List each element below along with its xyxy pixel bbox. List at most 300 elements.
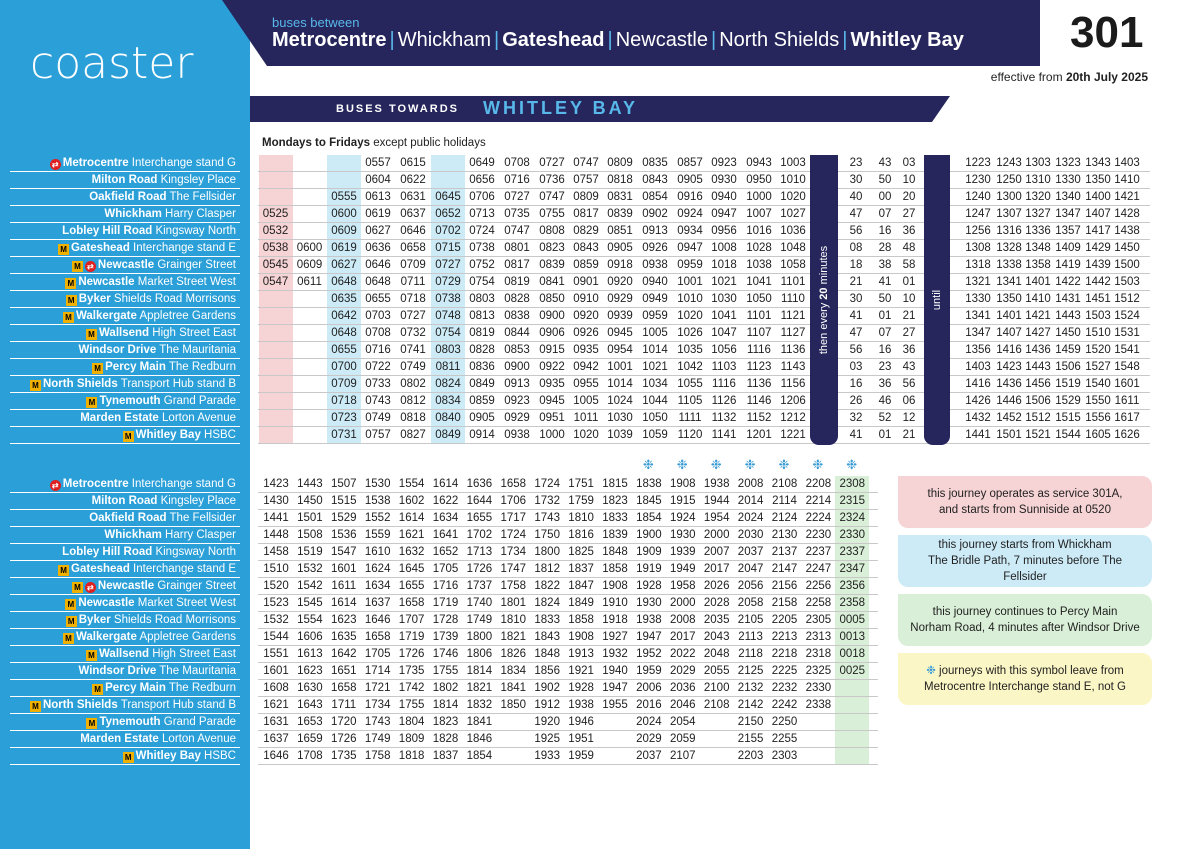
- minute-cell: 21: [902, 310, 916, 322]
- metro-icon: M: [86, 718, 97, 729]
- time-cell: 0905: [607, 242, 633, 254]
- time-cell: 1439: [1085, 259, 1111, 271]
- time-cell: 0853: [504, 344, 530, 356]
- minute-cell: 20: [902, 191, 916, 203]
- minute-cell: 41: [849, 310, 863, 322]
- time-cell: [700, 731, 734, 747]
- time-cell: 2008: [670, 614, 696, 626]
- time-cell: 2347: [835, 561, 869, 577]
- time-cell: 1524: [1114, 310, 1140, 322]
- time-cell: 0920: [607, 276, 633, 288]
- time-cell: 1910: [602, 597, 628, 609]
- time-cell: 1810: [500, 614, 527, 626]
- stop-row: [10, 393, 240, 410]
- time-cell: 0754: [431, 325, 465, 341]
- stop-place: Newcastle: [97, 580, 155, 592]
- time-cell: 1250: [996, 174, 1022, 186]
- time-cell: 0824: [431, 376, 465, 392]
- stop-place: Windsor Drive: [78, 344, 157, 356]
- time-cell: 0839: [607, 208, 633, 220]
- snowflake-icon: ❉: [812, 457, 824, 472]
- time-cell: 0636: [365, 242, 391, 254]
- table-row: [258, 714, 878, 731]
- time-cell: 1814: [466, 665, 493, 677]
- time-cell: 1003: [780, 157, 806, 169]
- minute-cell: 16: [878, 225, 892, 237]
- time-cell: 1506: [1055, 361, 1081, 373]
- time-cell: 1949: [670, 563, 696, 575]
- time-cell: 2024: [636, 716, 662, 728]
- until-band: until: [924, 155, 950, 445]
- time-cell: 1726: [398, 648, 425, 660]
- table-row: [258, 612, 878, 629]
- time-cell: 0924: [677, 208, 703, 220]
- rail-icon: ⇄: [85, 582, 96, 593]
- time-cell: 1624: [364, 563, 391, 575]
- time-cell: 0645: [431, 189, 465, 205]
- time-cell: 1823: [602, 495, 628, 507]
- time-cell: 1307: [996, 208, 1022, 220]
- time-cell: 1750: [534, 529, 560, 541]
- stop-detail: Harry Clasper: [161, 529, 236, 541]
- time-cell: 1423: [263, 478, 289, 490]
- route-separator: |: [389, 29, 395, 51]
- time-cell: 1323: [1055, 157, 1081, 169]
- stop-place: Whitley Bay: [135, 429, 201, 441]
- stop-place: Byker: [78, 293, 111, 305]
- time-cell: 1719: [432, 597, 459, 609]
- stop-row: [10, 410, 240, 427]
- stop-row: [10, 427, 240, 444]
- time-cell: 1330: [965, 293, 991, 305]
- time-cell: 0738: [431, 291, 465, 307]
- time-cell: 1132: [711, 412, 737, 424]
- time-cell: 1634: [364, 580, 391, 592]
- time-cell: 1014: [607, 378, 633, 390]
- stop-place: Wallsend: [99, 327, 150, 339]
- time-cell: 1601: [263, 665, 289, 677]
- time-cell: 0913: [642, 225, 668, 237]
- time-cell: 1713: [466, 546, 493, 558]
- minute-cell: 26: [849, 395, 863, 407]
- time-cell: 0649: [469, 157, 495, 169]
- time-cell: 0724: [469, 225, 495, 237]
- time-cell: 1000: [746, 191, 772, 203]
- time-cell: [259, 155, 293, 171]
- minute-cell: 01: [878, 429, 892, 441]
- time-cell: 2105: [737, 614, 764, 626]
- time-cell: 1005: [573, 395, 599, 407]
- time-cell: 1721: [364, 682, 391, 694]
- time-cell: 1407: [996, 327, 1022, 339]
- time-cell: 0902: [642, 208, 668, 220]
- time-cell: 2356: [835, 578, 869, 594]
- stop-place: Wallsend: [99, 648, 150, 660]
- time-cell: 1735: [398, 665, 425, 677]
- table-row: [258, 240, 1150, 257]
- time-cell: 1247: [965, 208, 991, 220]
- time-cell: 1059: [642, 429, 668, 441]
- time-cell: 1548: [1114, 361, 1140, 373]
- time-cell: 1542: [297, 580, 323, 592]
- time-cell: 0945: [539, 395, 565, 407]
- time-cell: 2016: [636, 699, 662, 711]
- time-cell: 0727: [400, 310, 426, 322]
- time-cell: 1429: [1085, 242, 1111, 254]
- time-cell: 0955: [573, 378, 599, 390]
- snowflake-icon: ❉: [676, 457, 688, 472]
- time-cell: 1634: [432, 512, 459, 524]
- time-cell: 1512: [1114, 293, 1140, 305]
- time-cell: 1631: [263, 716, 289, 728]
- time-cell: 2256: [805, 580, 832, 592]
- time-cell: 2247: [805, 563, 832, 575]
- time-cell: [259, 393, 293, 409]
- time-cell: 2150: [737, 716, 764, 728]
- time-cell: 2024: [737, 512, 764, 524]
- stop-row: [10, 206, 240, 223]
- time-cell: 1810: [568, 512, 594, 524]
- time-cell: 2037: [636, 750, 662, 762]
- time-cell: 1303: [1025, 157, 1051, 169]
- time-cell: 1348: [1025, 242, 1051, 254]
- time-cell: 1814: [432, 699, 459, 711]
- minute-cell: 30: [849, 293, 863, 305]
- time-cell: 0702: [431, 223, 465, 239]
- time-cell: 2255: [771, 733, 798, 745]
- time-cell: 1448: [263, 529, 289, 541]
- time-cell: 1944: [703, 495, 730, 507]
- table-row: [258, 206, 1150, 223]
- time-cell: [598, 748, 632, 764]
- time-cell: 1834: [500, 665, 527, 677]
- time-cell: 0619: [365, 208, 391, 220]
- table-row: [258, 325, 1150, 342]
- stop-place: Percy Main: [105, 361, 166, 373]
- time-cell: 1529: [1055, 395, 1081, 407]
- time-cell: 1902: [534, 682, 560, 694]
- stop-detail: Market Street West: [134, 276, 236, 288]
- time-cell: 1848: [602, 546, 628, 558]
- time-cell: 1547: [331, 546, 357, 558]
- time-cell: 0711: [400, 276, 426, 288]
- stop-place: Gateshead: [71, 242, 130, 254]
- table-row: [258, 308, 1150, 325]
- time-cell: 2325: [805, 665, 832, 677]
- time-cell: 0642: [327, 308, 361, 324]
- time-cell: 1419: [1055, 259, 1081, 271]
- time-cell: 1554: [398, 478, 425, 490]
- minute-cell: 47: [849, 327, 863, 339]
- time-cell: 1427: [1025, 327, 1051, 339]
- time-cell: 1136: [780, 344, 806, 356]
- route-separator: |: [842, 29, 848, 51]
- time-cell: 1643: [297, 699, 323, 711]
- time-cell: 2100: [703, 682, 730, 694]
- time-cell: 1858: [568, 614, 594, 626]
- time-cell: 0801: [504, 242, 530, 254]
- time-cell: 1506: [1025, 395, 1051, 407]
- stop-row: [10, 223, 240, 240]
- time-cell: 1410: [1114, 174, 1140, 186]
- stop-detail: Interchange stand E: [129, 242, 236, 254]
- stop-place: Metrocentre: [62, 478, 129, 490]
- days-label: Mondays to Fridays except public holidays: [262, 137, 486, 149]
- time-cell: 1039: [607, 429, 633, 441]
- time-cell: 0709: [327, 376, 361, 392]
- time-cell: 1755: [398, 699, 425, 711]
- time-cell: 1428: [1114, 208, 1140, 220]
- table-row: [258, 527, 878, 544]
- time-cell: 0727: [539, 157, 565, 169]
- metro-icon: M: [66, 616, 77, 627]
- time-cell: 0817: [573, 208, 599, 220]
- time-cell: 1848: [534, 648, 560, 660]
- time-cell: 1554: [297, 614, 323, 626]
- time-cell: 0609: [296, 259, 323, 271]
- time-cell: 1127: [780, 327, 806, 339]
- time-cell: 2124: [771, 512, 798, 524]
- metro-icon: M: [63, 312, 74, 323]
- time-cell: 1605: [1085, 429, 1111, 441]
- time-cell: 0716: [365, 344, 391, 356]
- snowflake-icon: ❉: [744, 457, 756, 472]
- snowflake-icon: ❉: [926, 665, 936, 677]
- time-cell: 2055: [703, 665, 730, 677]
- time-cell: 1041: [746, 276, 772, 288]
- time-cell: 1430: [263, 495, 289, 507]
- time-cell: 1010: [780, 174, 806, 186]
- time-cell: 0708: [365, 327, 391, 339]
- time-cell: 0733: [365, 378, 391, 390]
- time-cell: 1908: [568, 631, 594, 643]
- rail-icon: ⇄: [85, 261, 96, 272]
- time-cell: [259, 427, 293, 443]
- time-cell: 1005: [642, 327, 668, 339]
- time-cell: 1320: [1025, 191, 1051, 203]
- time-cell: 0922: [539, 361, 565, 373]
- time-cell: 0802: [400, 378, 426, 390]
- time-cell: 0854: [642, 191, 668, 203]
- time-cell: 1510: [263, 563, 289, 575]
- time-cell: 0938: [504, 429, 530, 441]
- time-cell: 1316: [996, 225, 1022, 237]
- time-cell: 1800: [534, 546, 560, 558]
- time-cell: [598, 714, 632, 730]
- time-cell: 0947: [677, 242, 703, 254]
- time-cell: 1156: [780, 378, 806, 390]
- time-cell: 1450: [1114, 242, 1140, 254]
- stop-detail: Grainger Street: [154, 580, 236, 592]
- time-cell: 1510: [1085, 327, 1111, 339]
- stop-row: [10, 308, 240, 325]
- time-cell: [259, 359, 293, 375]
- time-cell: 1850: [500, 699, 527, 711]
- time-cell: 0926: [642, 242, 668, 254]
- time-cell: 1010: [677, 293, 703, 305]
- time-cell: 1452: [996, 412, 1022, 424]
- stop-place: Whitley Bay: [135, 750, 201, 762]
- minute-cell: 06: [902, 395, 916, 407]
- time-cell: 1438: [1114, 225, 1140, 237]
- time-cell: 1416: [996, 344, 1022, 356]
- time-cell: 1126: [711, 395, 737, 407]
- time-cell: 1123: [746, 361, 772, 373]
- stop-detail: Harry Clasper: [161, 208, 236, 220]
- time-cell: 1938: [568, 699, 594, 711]
- time-cell: 0731: [327, 427, 361, 443]
- snowflake-icon: ❉: [846, 457, 858, 472]
- time-cell: 1946: [568, 716, 594, 728]
- time-cell: 0736: [539, 174, 565, 186]
- time-cell: 0005: [835, 612, 869, 628]
- time-cell: 1837: [568, 563, 594, 575]
- minute-cell: 30: [849, 174, 863, 186]
- time-cell: 2324: [835, 510, 869, 526]
- route-place: Metrocentre: [272, 29, 387, 51]
- time-cell: 0859: [573, 259, 599, 271]
- time-cell: 0949: [642, 293, 668, 305]
- time-cell: 1845: [636, 495, 662, 507]
- minute-cell: 18: [849, 259, 863, 271]
- time-cell: 1544: [263, 631, 289, 643]
- time-cell: 1854: [466, 750, 493, 762]
- time-cell: 1559: [364, 529, 391, 541]
- time-cell: 1050: [746, 293, 772, 305]
- time-cell: [293, 308, 327, 324]
- time-cell: 1818: [398, 750, 425, 762]
- time-cell: 1959: [636, 665, 662, 677]
- stop-names-top: [10, 155, 240, 444]
- time-cell: 2058: [737, 597, 764, 609]
- minute-cell: 16: [849, 378, 863, 390]
- stop-detail: Interchange stand E: [129, 563, 236, 575]
- time-cell: 1847: [568, 580, 594, 592]
- stop-place: Whickham: [104, 208, 162, 220]
- time-cell: 1016: [746, 225, 772, 237]
- time-cell: 0706: [469, 191, 495, 203]
- time-cell: [496, 731, 530, 747]
- table-row: [258, 510, 878, 527]
- time-cell: 1410: [1025, 293, 1051, 305]
- time-cell: 1928: [568, 682, 594, 694]
- time-cell: 2108: [771, 478, 798, 490]
- table-row: [258, 257, 1150, 274]
- time-cell: 1614: [398, 512, 425, 524]
- stop-row: [10, 376, 240, 393]
- time-cell: 0557: [365, 157, 391, 169]
- time-cell: 1601: [1114, 378, 1140, 390]
- stop-detail: Grand Parade: [160, 395, 236, 407]
- time-cell: 1918: [602, 614, 628, 626]
- direction-label: BUSES TOWARDS: [336, 103, 459, 115]
- key-blue: this journey starts from Whickham The Bridle Path, 7 minutes before The Fellsider: [898, 535, 1152, 587]
- time-cell: 0613: [365, 191, 391, 203]
- stop-row: [10, 714, 240, 731]
- time-cell: 1705: [364, 648, 391, 660]
- time-cell: 1726: [466, 563, 493, 575]
- time-cell: 1930: [670, 529, 696, 541]
- time-cell: 2205: [771, 614, 798, 626]
- route-places: [272, 29, 964, 52]
- time-cell: 1409: [1055, 242, 1081, 254]
- time-cell: 1742: [398, 682, 425, 694]
- time-cell: [835, 714, 869, 730]
- time-cell: 0959: [642, 310, 668, 322]
- time-cell: 1920: [534, 716, 560, 728]
- stop-row: [10, 359, 240, 376]
- metro-icon: M: [65, 278, 76, 289]
- route-place: Gateshead: [502, 29, 605, 51]
- time-cell: 1939: [670, 546, 696, 558]
- time-cell: 2158: [771, 597, 798, 609]
- table-row: [258, 291, 1150, 308]
- stop-detail: HSBC: [200, 750, 236, 762]
- table-row: [258, 223, 1150, 240]
- time-cell: 1206: [780, 395, 806, 407]
- time-cell: 1256: [965, 225, 991, 237]
- time-cell: 2035: [703, 614, 730, 626]
- time-cell: 0622: [400, 174, 426, 186]
- time-cell: 1011: [573, 412, 599, 424]
- stop-row: [10, 493, 240, 510]
- time-cell: 0840: [431, 410, 465, 426]
- time-cell: 2330: [805, 682, 832, 694]
- stop-place: Lobley Hill Road: [62, 225, 153, 237]
- time-cell: 1028: [746, 242, 772, 254]
- time-cell: 2054: [670, 716, 696, 728]
- header-subtitle: buses between: [272, 15, 360, 30]
- time-cell: 1623: [331, 614, 357, 626]
- time-cell: 1908: [602, 580, 628, 592]
- time-cell: 1724: [534, 478, 560, 490]
- time-cell: 1356: [965, 344, 991, 356]
- time-cell: 2125: [737, 665, 764, 677]
- time-cell: 1751: [568, 478, 594, 490]
- stop-detail: Shields Road Morrisons: [110, 293, 236, 305]
- time-cell: 1601: [331, 563, 357, 575]
- time-cell: 0834: [431, 393, 465, 409]
- time-cell: 1938: [703, 478, 730, 490]
- time-cell: 0926: [573, 327, 599, 339]
- minute-cell: 28: [878, 242, 892, 254]
- time-cell: [327, 172, 361, 188]
- time-cell: 1441: [263, 512, 289, 524]
- time-cell: 1021: [711, 276, 737, 288]
- time-cell: 1653: [297, 716, 323, 728]
- time-cell: [259, 172, 293, 188]
- snowflake-icon: ❉: [642, 457, 654, 472]
- time-cell: 0600: [296, 242, 323, 254]
- stop-place: Newcastle: [78, 276, 135, 288]
- stop-detail: The Redburn: [165, 682, 236, 694]
- time-cell: 1143: [780, 361, 806, 373]
- time-cell: 1635: [331, 631, 357, 643]
- time-cell: 1105: [677, 395, 703, 407]
- time-cell: 1041: [711, 310, 737, 322]
- time-cell: 0828: [504, 293, 530, 305]
- metro-icon: M: [66, 295, 77, 306]
- table-row: [258, 561, 878, 578]
- time-cell: 1958: [670, 580, 696, 592]
- time-cell: 0913: [504, 378, 530, 390]
- time-cell: 0652: [431, 206, 465, 222]
- stop-detail: Grainger Street: [154, 259, 236, 271]
- time-cell: 1930: [636, 597, 662, 609]
- time-cell: 0945: [607, 327, 633, 339]
- stop-row: [10, 697, 240, 714]
- time-cell: [700, 714, 734, 730]
